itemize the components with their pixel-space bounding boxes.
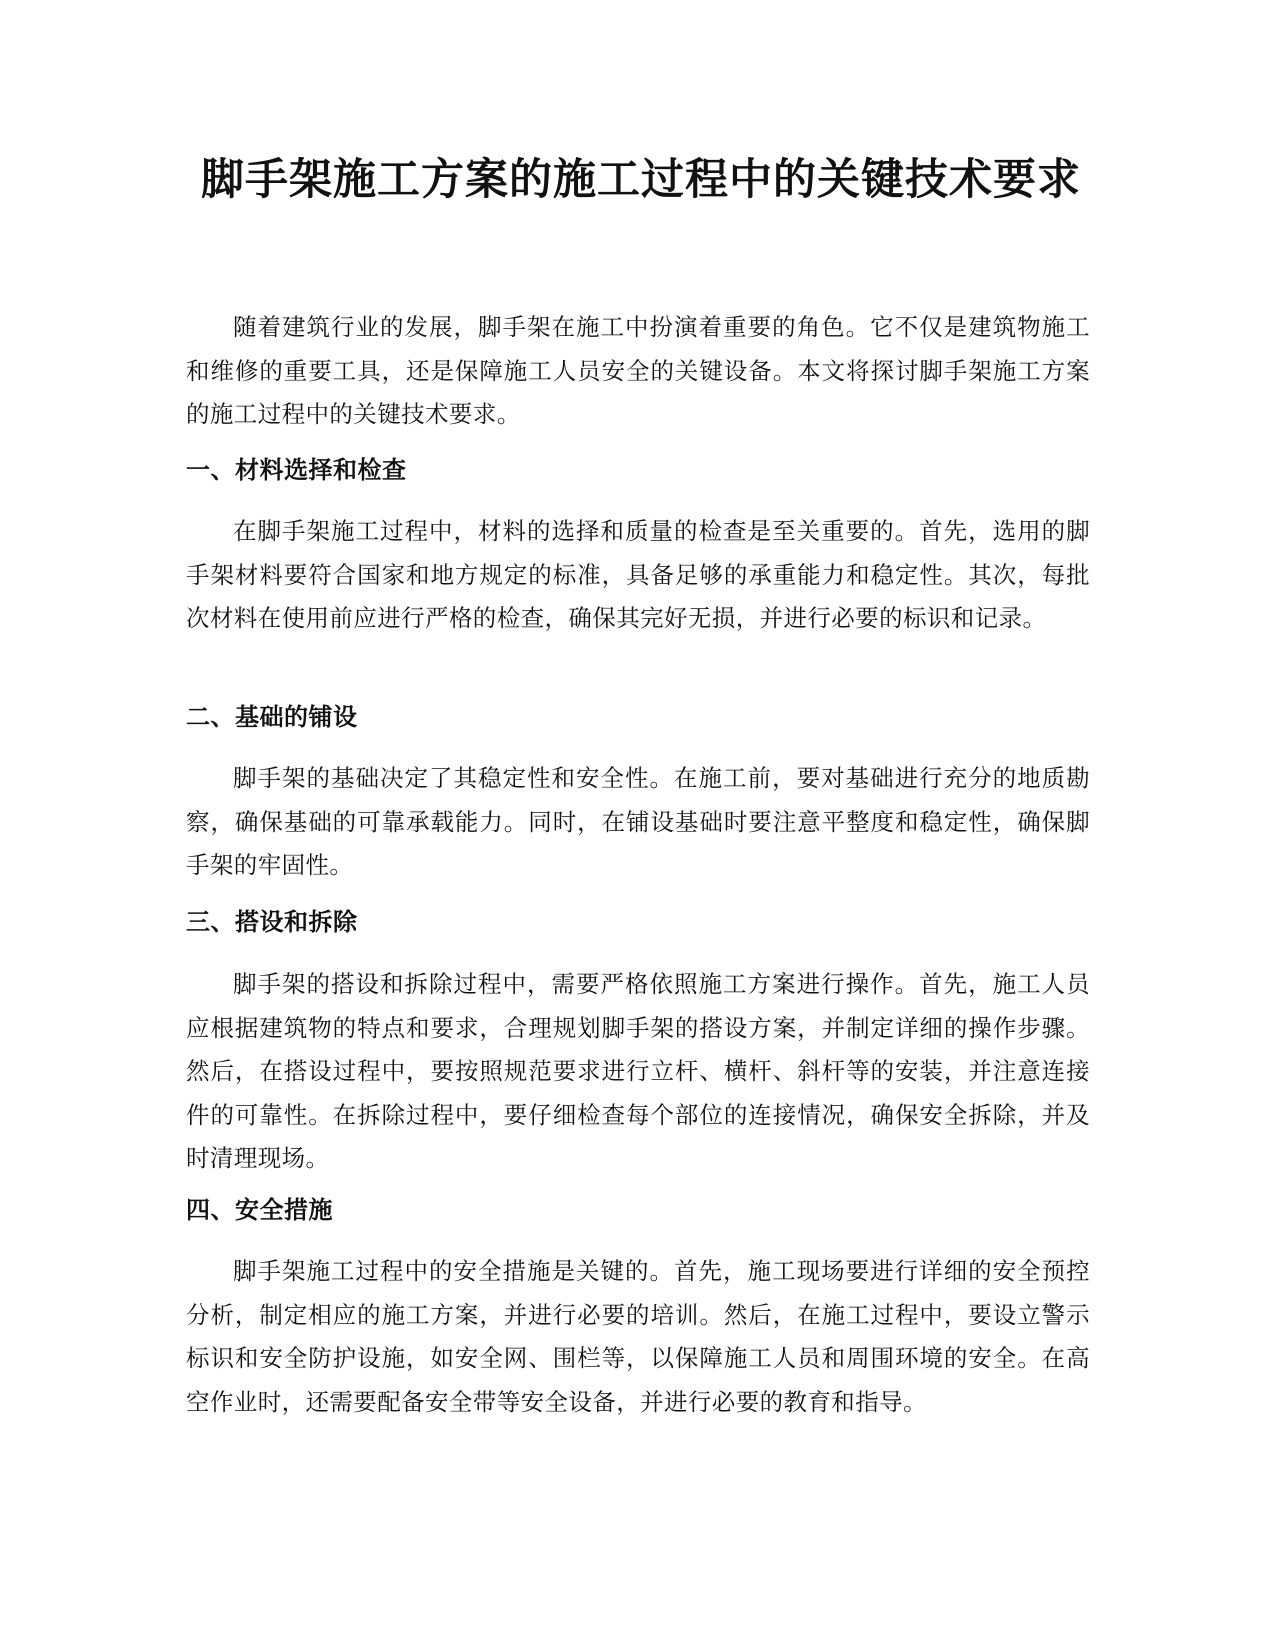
section-body-foundation: 脚手架的基础决定了其稳定性和安全性。在施工前，要对基础进行充分的地质勘察，确保基础的可靠承载能力。同时，在铺设基础时要注意平整度和稳定性，确保脚手架的牢固性。 (186, 764, 1090, 879)
section-body-materials: 在脚手架施工过程中，材料的选择和质量的检查是至关重要的。首先，选用的脚手架材料要符合国家和地方规定的标准，具备足够的承重能力和稳定性。其次，每批次材料在使用前应进行严格的检查，确保其完好无损，并进行必要的标识和记录。 (186, 517, 1090, 632)
section-heading-erection: 三、搭设和拆除 (186, 908, 358, 936)
document-title: 脚手架施工方案的施工过程中的关键技术要求 (201, 155, 1081, 205)
section-heading-foundation: 二、基础的铺设 (186, 703, 358, 731)
intro-paragraph: 随着建筑行业的发展，脚手架在施工中扮演着重要的角色。它不仅是建筑物施工和维修的重要工具，还是保障施工人员安全的关键设备。本文将探讨脚手架施工方案的施工过程中的关键技术要求。 (186, 313, 1090, 428)
section-body-safety: 脚手架施工过程中的安全措施是关键的。首先，施工现场要进行详细的安全预控分析，制定相应的施工方案，并进行必要的培训。然后，在施工过程中，要设立警示标识和安全防护设施，如安全网、围栏等，以保障施工人员和周围环境的安全。在高空作业时，还需要配备安全带等安全设备，并进行必要的教育和指导。 (186, 1257, 1090, 1416)
section-heading-safety: 四、安全措施 (186, 1196, 333, 1224)
section-heading-materials: 一、材料选择和检查 (186, 456, 407, 484)
section-body-erection: 脚手架的搭设和拆除过程中，需要严格依照施工方案进行操作。首先，施工人员应根据建筑物的特点和要求，合理规划脚手架的搭设方案，并制定详细的操作步骤。然后，在搭设过程中，要按照规范要求进行立杆、横杆、斜杆等的安装，并注意连接件的可靠性。在拆除过程中，要仔细检查每个部位的连接情况，确保安全拆除，并及时清理现场。 (186, 970, 1090, 1172)
